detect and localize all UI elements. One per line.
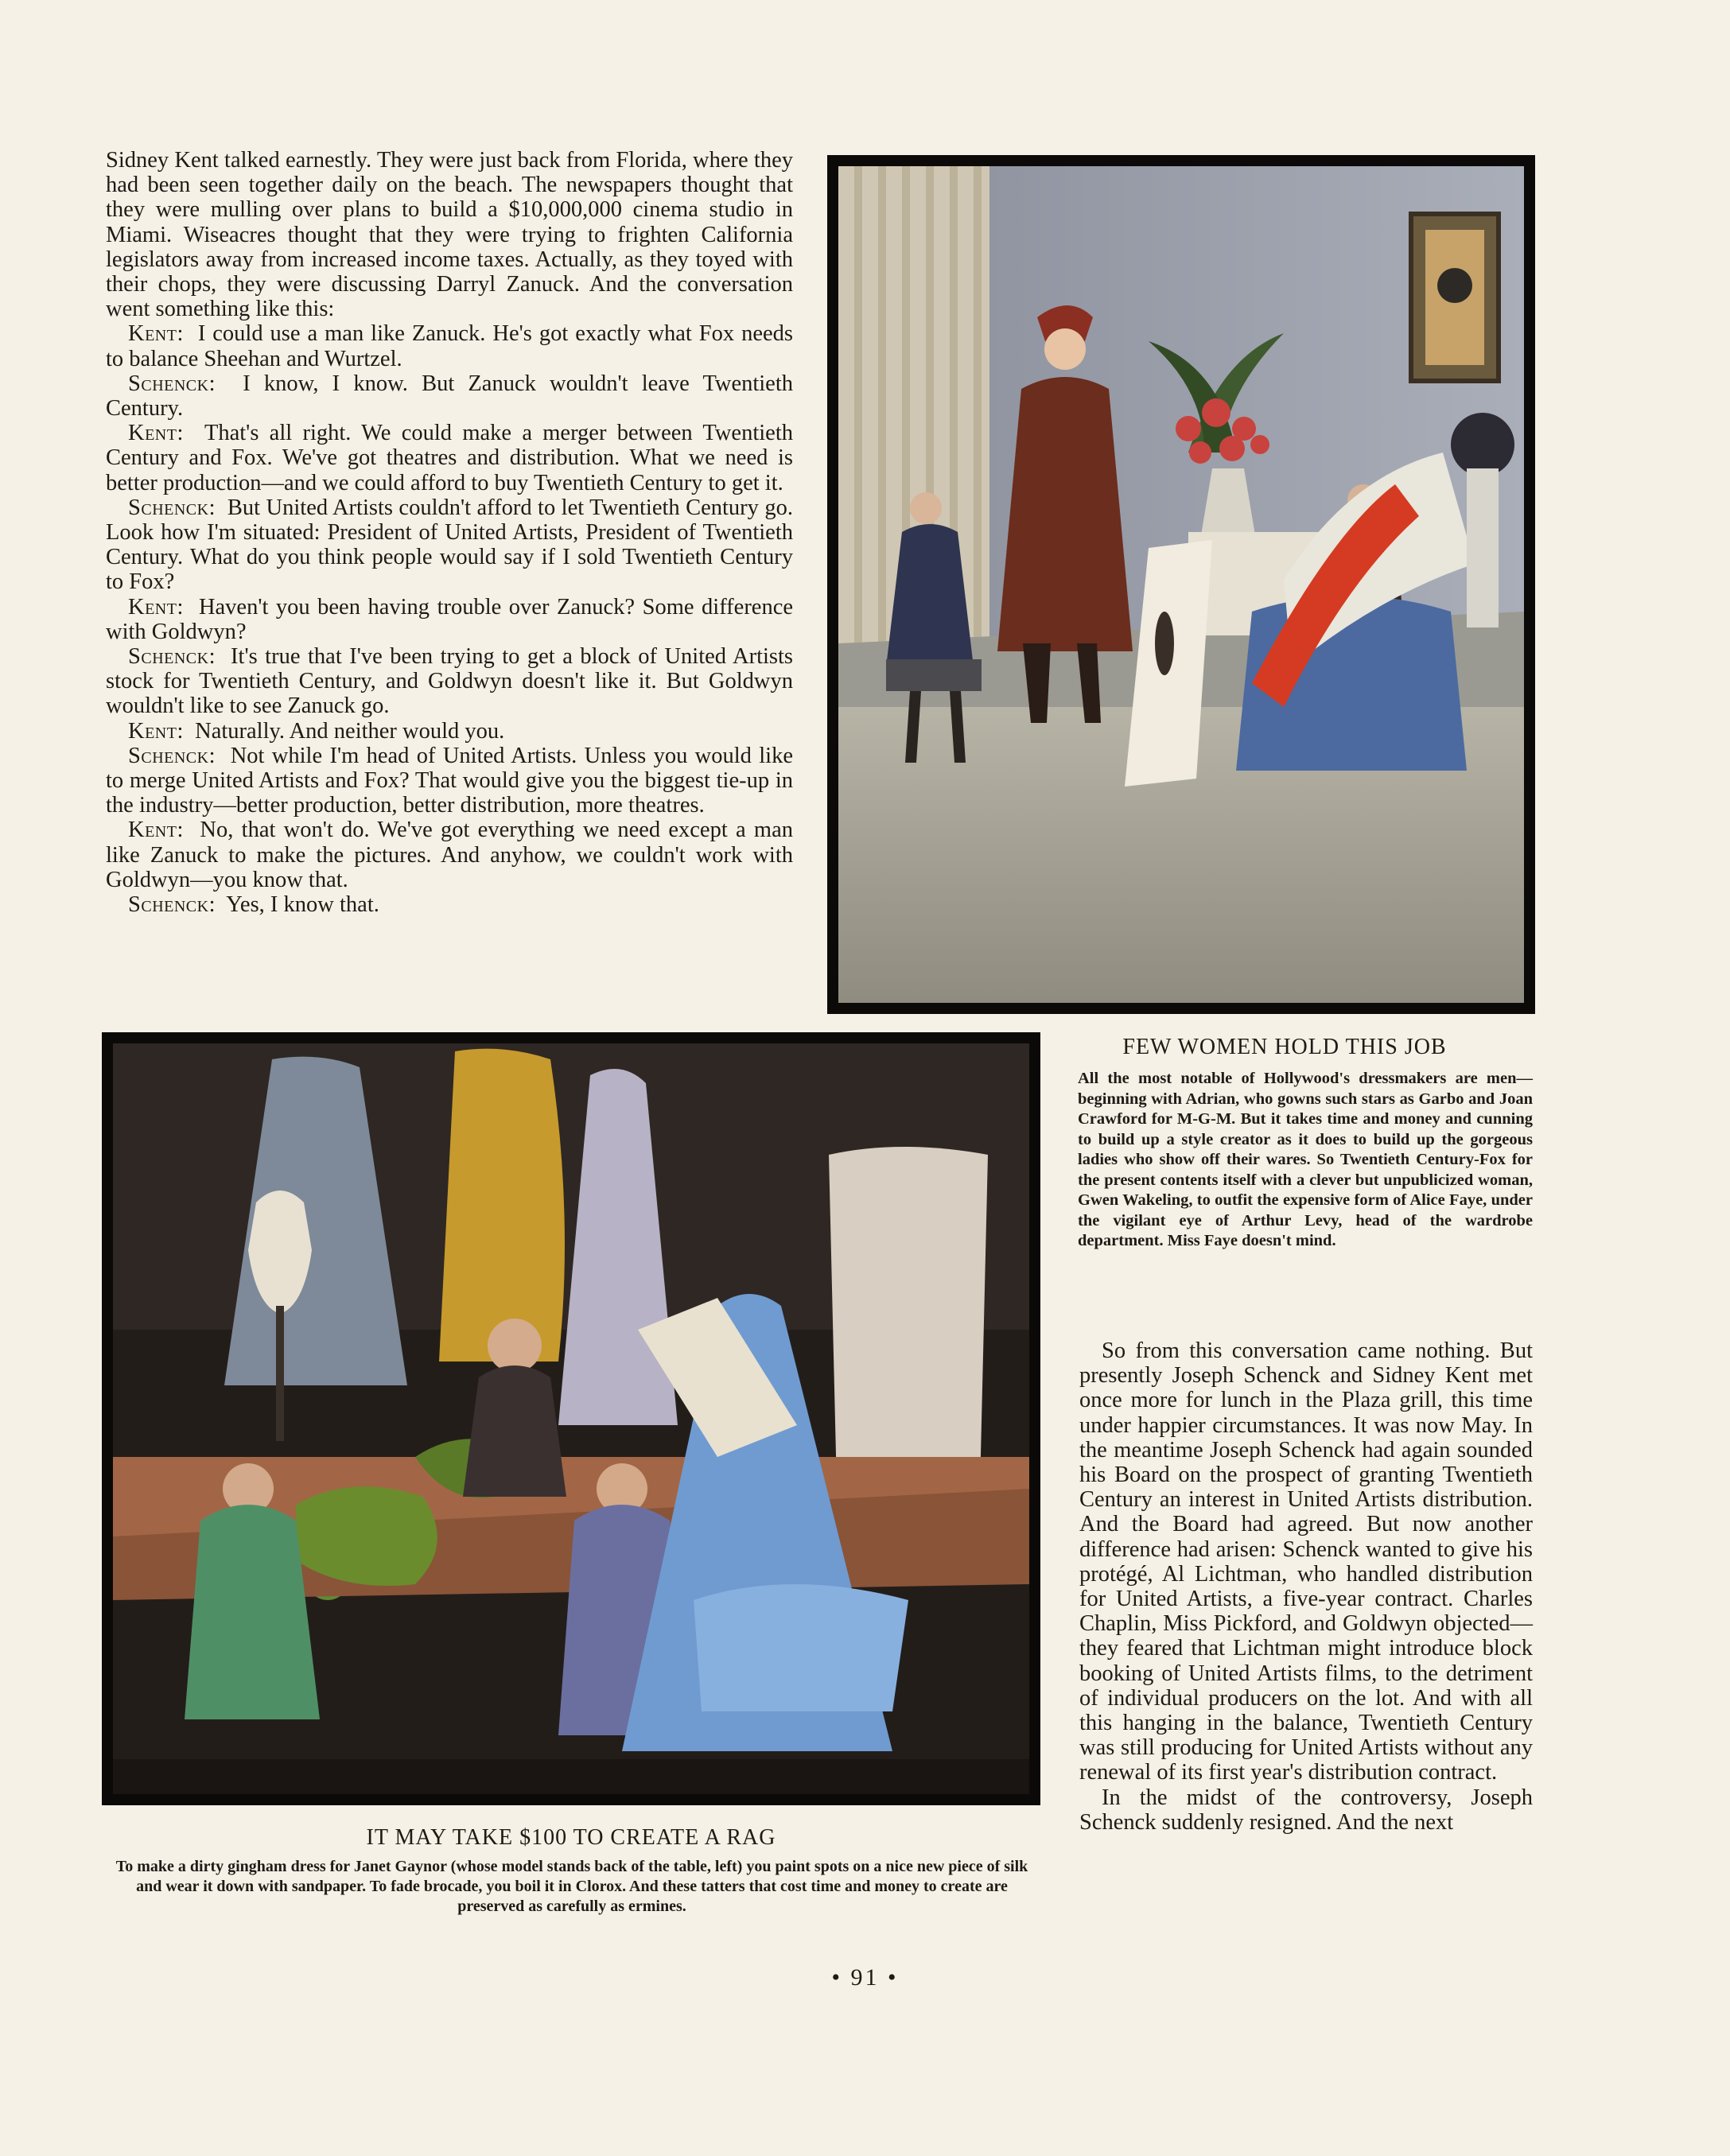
wardrobe-workroom-illustration [113, 1043, 1029, 1794]
article-intro: Sidney Kent talked earnestly. They were just back from Florida, where they had been seen together daily on the beach. The newspapers thought that they were mulling over plans to build a $10,000,000 cinema studio in Miami. Wiseacres thought that they were trying to frighten California legislators away from increased income taxes. Actually, as they toyed with their chops, they were discussing Darryl Zanuck. And the conversation went something like this: [106, 148, 793, 322]
caption-bottom-body: To make a dirty gingham dress for Janet Gaynor (whose model stands back of the table, left) you paint spots on a nice new piece of silk and wear it down with sandpaper. To fade brocade, you boil it in Clorox. And these tatters that cost time and money to create are preserved as carefully as ermines. [115, 1858, 1028, 1915]
dialogue-line [106, 595, 793, 644]
page-number: • 91 • [831, 1964, 899, 1991]
speaker: Kent: [128, 818, 184, 843]
dialogue-text: No, that won't do. We've got everything we need except a man like Zanuck to make the pictures. And anyhow, we couldn't work with Goldwyn—you know that. [106, 818, 793, 892]
dialogue-text: Naturally. And neither would you. [195, 718, 505, 744]
wardrobe-workroom-photo [102, 1032, 1040, 1805]
article-left-column [106, 148, 793, 917]
article-right-column [1079, 1338, 1533, 1835]
speaker: Schenck: [128, 371, 216, 396]
speaker: Kent: [128, 718, 184, 744]
speaker: Schenck: [128, 644, 216, 670]
dialogue-line [106, 421, 793, 495]
dialogue-text: That's all right. We could make a merger between Twentieth Century and Fox. We've got theatres and distribution. What we need is better production—and we could afford to buy Twentieth Century to get it. [106, 421, 793, 495]
speaker: Kent: [128, 594, 184, 620]
dialogue-line [106, 371, 793, 421]
speaker: Kent: [128, 321, 184, 347]
dialogue-text: Haven't you been having trouble over Zanuck? Some difference with Goldwyn? [106, 594, 794, 644]
dialogue-text: I could use a man like Zanuck. He's got exactly what Fox needs to balance Sheehan and Wurtzel. [106, 321, 794, 371]
article-paragraph: In the midst of the controversy, Joseph Schenck suddenly resigned. And the next [1079, 1785, 1533, 1835]
dialogue-text: Not while I'm head of United Artists. Unless you would like to merge United Artists and Fox? That would give you the biggest tie-up in the industry—better production, better distribution, more theatres. [106, 743, 794, 818]
speaker: Schenck: [128, 495, 216, 520]
fitting-room-photo [827, 155, 1535, 1014]
speaker: Kent: [128, 421, 184, 446]
dialogue-text: Yes, I know that. [226, 892, 379, 918]
dialogue-line [106, 818, 793, 892]
dialogue-line [106, 892, 793, 917]
caption-top-heading: FEW WOMEN HOLD THIS JOB [1122, 1035, 1447, 1059]
dialogue-text: But United Artists couldn't afford to let Twentieth Century go. Look how I'm situated: President of United Artists, President of Twentieth Century. What do you think people would say if I sold Twentieth Century to Fox? [106, 495, 793, 595]
dialogue-line [106, 644, 793, 719]
article-paragraph: So from this conversation came nothing. But presently Joseph Schenck and Sidney Kent met once more for lunch in the Plaza grill, this time under happier circumstances. It was now May. In the meantime Joseph Schenck had again sounded his Board on the prospect of granting Twentieth Century an interest in United Artists distribution. And the Board had agreed. But now another difference had arisen: Schenck wanted to give his protégé, Al Lichtman, who handled distribution for United Artists, a five-year contract. Charles Chaplin, Miss Pickford, and Goldwyn objected—they feared that Lichtman might introduce block booking of United Artists films, to the detriment of individual producers on the lot. And with all this hanging in the balance, Twentieth Century was still producing for United Artists without any renewal of its first year's distribution contract. [1079, 1338, 1533, 1785]
speaker: Schenck: [128, 892, 216, 918]
caption-top-body: All the most notable of Hollywood's dressmakers are men—beginning with Adrian, who gowns such stars as Garbo and Joan Crawford for M-G-M. But it takes time and money and cunning to build up a style creator as it does to build up the gorgeous ladies who show off their wares. So Twentieth Century-Fox for the present contents itself with a clever but unpublicized woman, Gwen Wakeling, to outfit the expensive form of Alice Faye, under the vigilant eye of Arthur Levy, head of the wardrobe department. Miss Faye doesn't mind. [1078, 1070, 1533, 1249]
dialogue-line [106, 719, 793, 744]
dialogue-line [106, 495, 793, 595]
dialogue-text: It's true that I've been trying to get a block of United Artists stock for Twentieth Century, and Goldwyn doesn't like it. But Goldwyn wouldn't like to see Zanuck go. [106, 644, 793, 719]
speaker: Schenck: [128, 743, 216, 768]
dialogue-line [106, 321, 793, 371]
dialogue-text: I know, I know. But Zanuck wouldn't leave Twentieth Century. [106, 371, 793, 421]
dialogue-line [106, 744, 793, 818]
fitting-room-illustration [838, 166, 1524, 1003]
caption-bottom-heading: IT MAY TAKE $100 TO CREATE A RAG [366, 1825, 776, 1850]
